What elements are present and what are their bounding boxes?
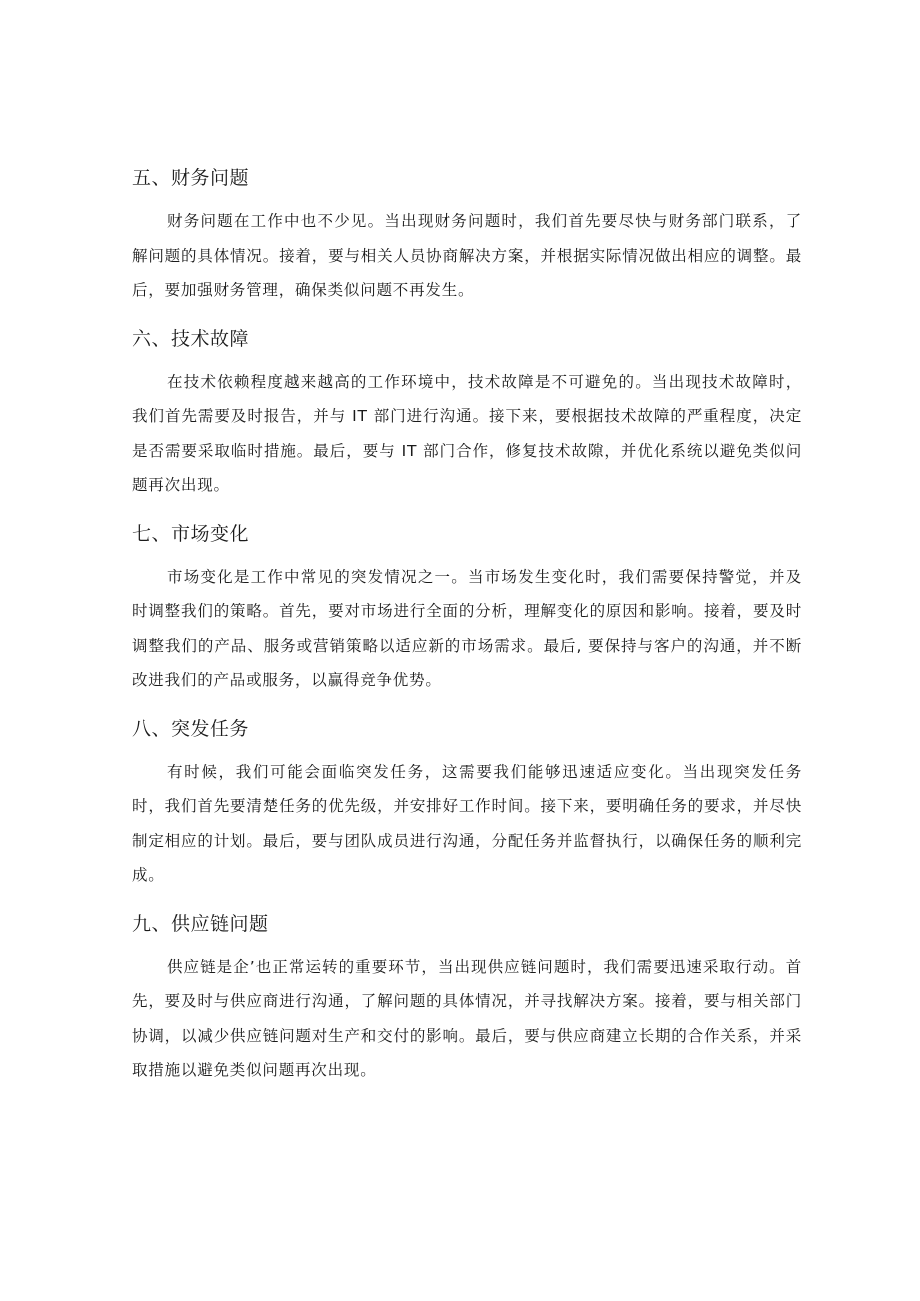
section-heading: 五、财务问题 <box>132 167 250 189</box>
section-paragraph: 有时候，我们可能会面临突发任务，这需要我们能够迅速适应变化。当出现突发任务时，我们首先要清楚任务的优先级，并安排好工作时间。接下来，要明确任务的要求，并尽快制定相应的计划。最后，要与团队成员进行沟通，分配任务并监督执行，以确保任务的顺利完成。 <box>132 762 802 884</box>
section-heading: 八、突发任务 <box>132 717 250 740</box>
section-market-change <box>132 516 802 698</box>
section-paragraph: 供应链是企’也正常运转的重要环节，当出现供应链问题时，我们需要迅速采取行动。首先，要及时与供应商进行沟通，了解问题的具体情况，并寻找解决方案。接着，要与相关部门协调，以减少供应链问题对生产和交付的影响。最后，要与供应商建立长期的合作关系，并采取措施以避免类似问题再次出现。 <box>132 957 802 1079</box>
section-tech-failure <box>132 321 802 503</box>
section-supply-chain <box>132 906 802 1088</box>
section-finance <box>132 160 802 308</box>
section-paragraph: 财务问题在工作中也不少见。当出现财务问题时，我们首先要尽快与财务部门联系，了解问题的具体情况。接着，要与相关人员协商解决方案，并根据实际情况做出相应的调整。最后，要加强财务管理，确保类似问题不再发生。 <box>132 212 802 299</box>
section-heading: 六、技术故障 <box>132 327 250 350</box>
section-heading: 九、供应链问题 <box>132 912 269 935</box>
section-paragraph: 市场变化是工作中常见的突发情况之一。当市场发生变化时，我们需要保持警觉，并及时调整我们的策略。首先，要对市场进行全面的分析，理解变化的原因和影响。接着，要及时调整我们的产品、服务或营销策略以适应新的市场需求。最后, 要保持与客户的沟通，并不断改进我们的产品或服务，以赢得竞争优势。 <box>132 567 802 689</box>
document-page <box>132 160 802 1088</box>
section-sudden-task <box>132 711 802 893</box>
section-heading: 七、市场变化 <box>132 522 250 545</box>
section-paragraph: 在技术依赖程度越来越高的工作环境中，技术故障是不可避免的。当出现技术故障时，我们首先需要及时报告，并与 IT 部门进行沟通。接下来，要根据技术故障的严重程度，决定是否需要采取临时措施。最后，要与 IT 部门合作，修复技术故隙，并优化系统以避免类似问题再次出现。 <box>132 372 802 494</box>
